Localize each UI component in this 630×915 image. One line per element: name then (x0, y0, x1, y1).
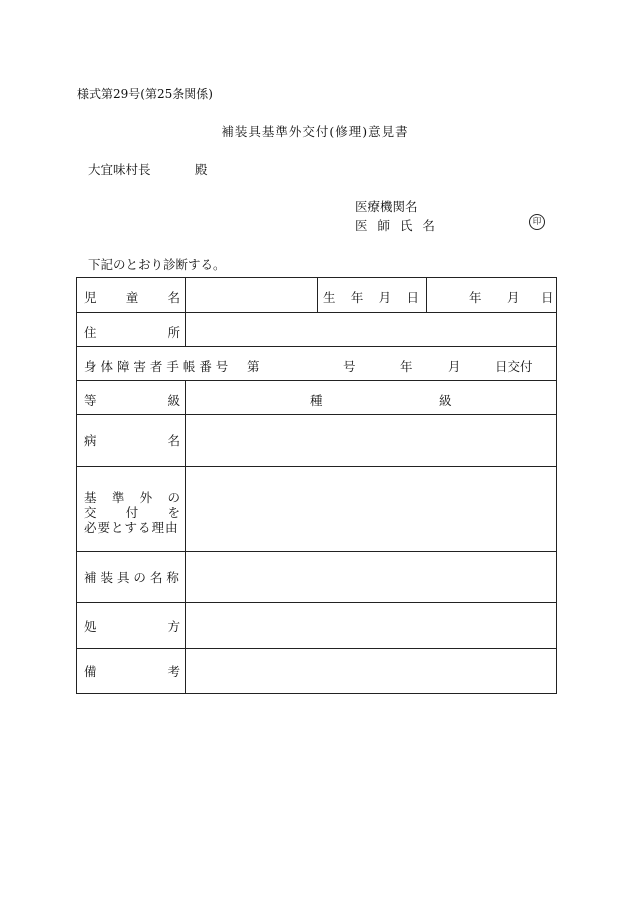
divider (185, 415, 186, 466)
row-prescription (77, 603, 556, 649)
divider (185, 649, 186, 693)
divider (185, 313, 186, 346)
child-name-label: 児 童 名 (84, 290, 180, 305)
form-table (76, 277, 557, 694)
handbook-no-suffix: 号 (343, 359, 356, 374)
grade-label: 等 級 (84, 393, 180, 408)
birth-date-label: 生 年 月 日 (323, 290, 419, 305)
grade-level-unit: 級 (439, 393, 452, 408)
disease-name-label: 病 名 (84, 433, 180, 448)
reason-label-line3: 必要とする理由 (84, 520, 179, 535)
row-reason (77, 467, 556, 552)
form-number: 様式第29号(第25条関係) (77, 87, 213, 101)
divider (185, 603, 186, 648)
addressee: 大宜味村長 (88, 162, 151, 177)
divider (317, 278, 318, 312)
grade-type-unit: 種 (310, 393, 323, 408)
seal-mark: 印 (529, 214, 545, 230)
device-name-label: 補 装 具 の 名 称 (84, 570, 179, 585)
honorific: 殿 (195, 162, 208, 177)
doctor-name-label: 医 師 氏 名 (355, 218, 438, 233)
birth-year-unit: 年 (469, 290, 482, 305)
row-child-name (77, 278, 556, 313)
row-device-name (77, 552, 556, 603)
row-grade (77, 381, 556, 415)
divider (185, 552, 186, 602)
handbook-month-unit: 月 (448, 359, 461, 374)
reason-label-line1: 基 準 外 の (84, 490, 180, 505)
birth-day-unit: 日 (541, 290, 554, 305)
birth-month-unit: 月 (507, 290, 520, 305)
row-address (77, 313, 556, 347)
medical-institution-label: 医療機関名 (355, 199, 418, 214)
handbook-number-label: 身 体 障 害 者 手 帳 番 号 (84, 359, 229, 374)
intro-text: 下記のとおり診断する。 (88, 257, 226, 272)
row-remarks (77, 649, 556, 693)
reason-label-line2: 交 付 を (84, 505, 180, 520)
address-label: 住 所 (84, 325, 180, 340)
handbook-issued-label: 日交付 (495, 359, 533, 374)
handbook-year-unit: 年 (400, 359, 413, 374)
handbook-no-prefix: 第 (247, 359, 260, 374)
divider (426, 278, 427, 312)
row-handbook (77, 347, 556, 381)
form-title: 補装具基準外交付(修理)意見書 (221, 124, 409, 139)
prescription-label: 処 方 (84, 619, 180, 634)
divider (185, 278, 186, 312)
remarks-label: 備 考 (84, 664, 180, 679)
row-disease (77, 415, 556, 467)
divider (185, 381, 186, 414)
divider (185, 467, 186, 551)
